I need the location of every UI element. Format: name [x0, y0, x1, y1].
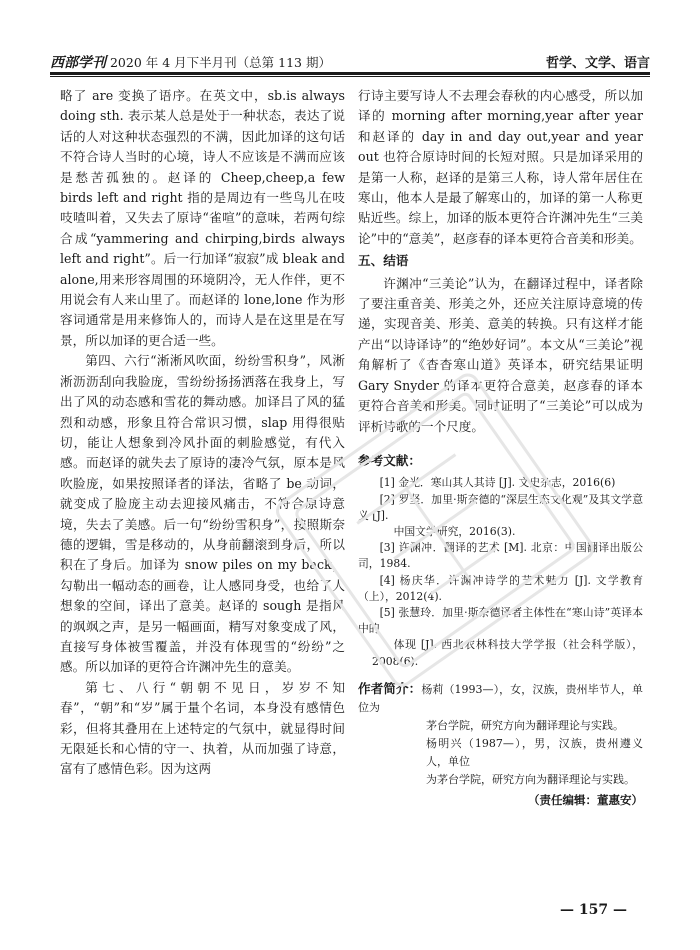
paragraph: 许渊冲“三美论”认为，在翻译过程中，译者除了要注重音美、形美之外，还应关注原诗意境的传递，实现音美、形美、意美的转换。只有这样才能产出“以诗译诗”的“绝妙好词”。本文从“三美论”视角解析了《杳杳寒山道》英译本，研究结果证明 Gary Snyder 的译本更符合意美，赵彦春的译本更符合音美和形美。同时证明了“三美论”可以成为评析诗歌的一个尺度。 — [358, 275, 643, 434]
author-label: 作者简介： — [358, 680, 422, 696]
paragraph: 第七、八行“朝朝不见日，岁岁不知春”，“朝”和“岁”属于量个名词，本身没有感情色彩，但将其叠用在上述特定的气氛中，就显得时间无限延长和心情的守一、执着，从而加强了诗意，富有了感情色彩。因为这两 — [60, 679, 345, 777]
reference-list — [358, 475, 643, 669]
reference-item — [358, 540, 643, 572]
reference-text: [2] 罗坚．加里·斯奈德的“深层生态文化观”及其文学意义 [J]. — [358, 492, 643, 522]
reference-item — [358, 605, 643, 670]
header-rule-thin — [50, 76, 650, 77]
author-1-text: 杨莉（1993—），女，汉族，贵州毕节人，单位为 — [358, 682, 644, 714]
author-2: 杨明兴（1987—），男，汉族，贵州遵义人，单位 — [426, 736, 643, 768]
running-header — [50, 50, 650, 72]
reference-text: [4] 杨庆华．许渊冲诗学的艺术魅力 [J]. 文学教育（上），2012(4). — [358, 573, 643, 603]
author-1-continuation: 茅台学院，研究方向为翻译理论与实践。 — [426, 718, 624, 732]
reference-text: [3] 许渊冲．翻译的艺术 [M]. 北京：中国翻译出版公司，1984. — [358, 541, 643, 571]
author-2-continuation: 为茅台学院，研究方向为翻译理论与实践。 — [426, 772, 635, 786]
references-heading: 参考文献： — [358, 452, 421, 468]
paragraph: 略了 are 变换了语序。在英文中，sb.is always doing sth. 表示某人总是处于一种状态，表达了说话的人对这种状态强烈的不满，因此加译的这句话不符合诗人当时的心境，诗人不应该是不满而应该是愁苦孤独的。赵译的 Cheep,cheep,a few birds left and right 指的是周边有一些鸟儿在吱吱喳叫着，又失去了原诗“雀喧”的意味，若两句综合成“yammering and chirping,birds always left and right”。后一行加译“寂寂”成 bleak and alone,用来形容周围的环境阴冷，无人作伴，更不用说会有人来山里了。而赵译的 lone,lone 作为形容词通常是用来修饰人的，而诗人是在这里是在写景，所以加译的更合适一些。 — [60, 88, 345, 348]
section-title: 哲学、文学、语言 — [545, 56, 650, 71]
reference-item — [358, 492, 643, 541]
reference-text: [5] 张慧玲．加里·斯奈德译者主体性在“寒山诗”英译本中的 — [358, 605, 643, 636]
section-heading: 五、结语 — [358, 253, 409, 269]
reference-item — [358, 475, 643, 491]
responsible-editor: （责任编辑：董惠安） — [528, 792, 643, 807]
paragraph: 行诗主要写诗人不去理会春秋的内心感受，所以加译的 morning after morning,year after year 和赵译的 day in and day out,year and year out 也符合原诗时间的长短对照。只是加译采用的是第一人称，赵译的是第三人称，诗人常年居住在寒山，他本人是最了解寒山的，加译的第一人称更贴近些。综上，加译的版本更符合许渊冲先生“三美论”中的“意美”，赵彦春的译本更符合音美和形美。 — [358, 88, 643, 246]
reference-item — [358, 573, 643, 605]
issue-info: 2020 年 4 月下半月刊（总第 113 期） — [109, 55, 331, 70]
right-column — [358, 86, 643, 809]
author-info — [358, 680, 643, 809]
header-rule-thick — [50, 72, 650, 75]
reference-continuation: 体现 [J]. 西北农林科技大学学报（社会科学版），2008(6). — [372, 638, 643, 668]
page-number: — 157 — — [560, 902, 627, 918]
left-column — [60, 86, 345, 780]
header-left — [50, 52, 331, 72]
paragraph: 第四、六行“淅淅风吹面，纷纷雪积身”，风淅淅沥沥刮向我脸庞，雪纷纷扬扬洒落在我身上，写出了风的动态感和雪花的舞动感。加译吕了风的猛烈和动感，形象且符合常识习惯，slap 用得很贴切，能让人想象到冷风扑面的刺脸感觉，有代入感。而赵译的就失去了原诗的凄冷气氛，原本是风吹脸庞，如果按照译者的译法，省略了 be 动词，就变成了脸庞主动去迎接风痛击，不符合原诗意境，失去了美感。后一句“纷纷雪积身”，按照斯奈德的逻辑，雪是移动的，从身前翻滚到身后，所以积在了身后。加译为 snow piles on my back，勾勒出一幅动态的画卷，让人感同身受，也给了人想象的空间，译出了意美。赵译的 sough 是指风的飒飒之声，是另一幅画面，精写对象变成了风，直接写身体被雪覆盖，并没有体现雪的“纷纷”之感。所以加译的更符合许渊冲先生的意美。 — [60, 353, 345, 675]
author-1 — [358, 680, 643, 717]
reference-continuation: 中国文学研究，2016(3). — [393, 524, 516, 538]
journal-logo: 西部学刊 — [50, 55, 106, 71]
reference-text: [1] 金光．寒山其人其诗 [J]. 文史杂志，2016(6) — [379, 476, 616, 490]
